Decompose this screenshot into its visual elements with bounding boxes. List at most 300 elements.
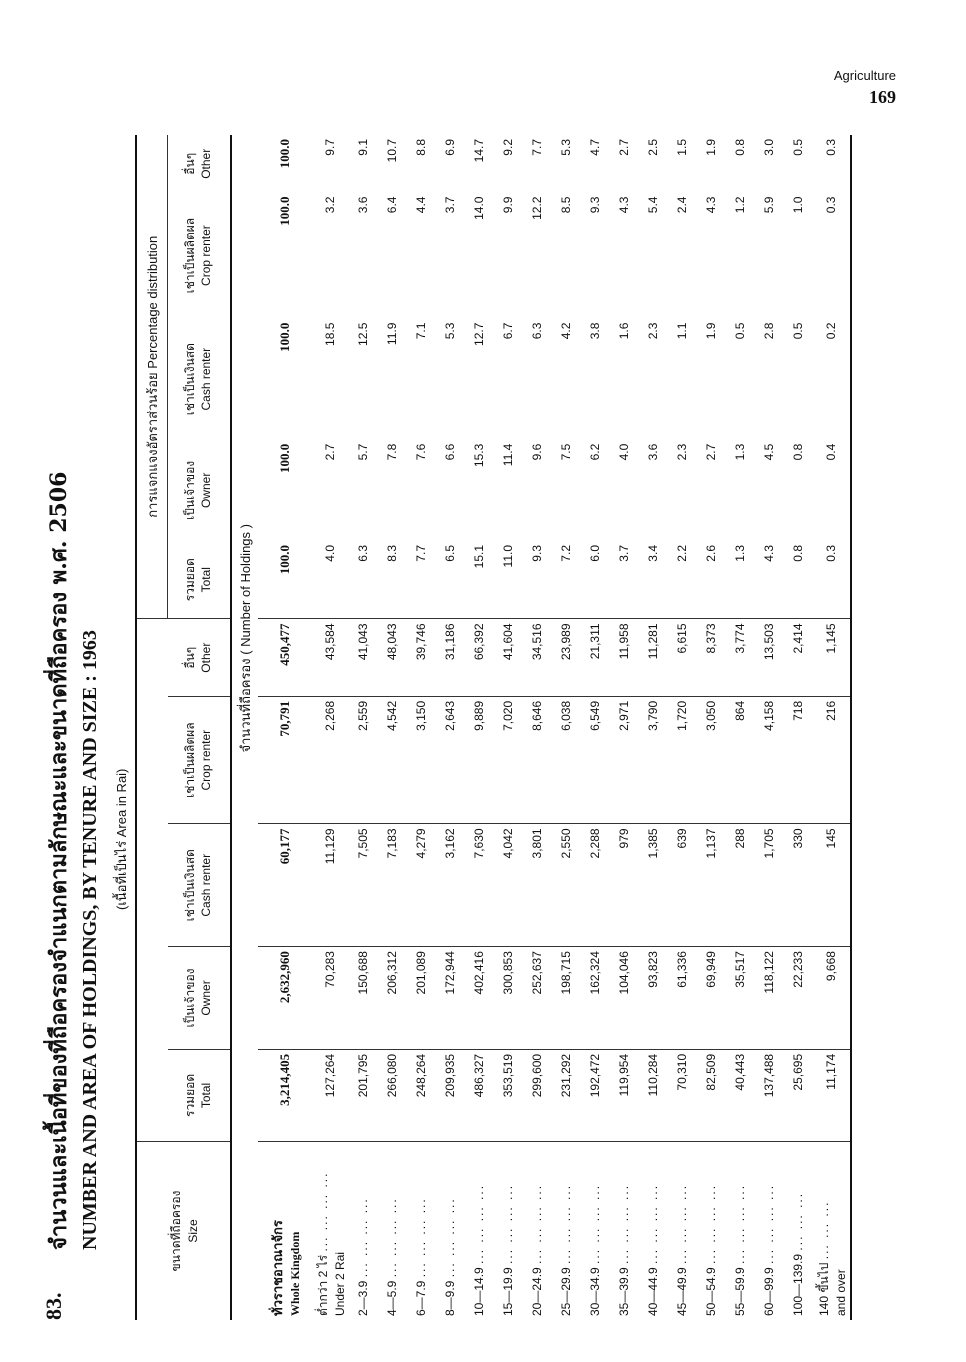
count-cell: 2,971 (609, 696, 638, 824)
count-cell: 639 (667, 824, 696, 947)
table-row (551, 135, 580, 1320)
percent-cell: 9.7 (323, 139, 337, 156)
size-label-thai: 45—49.9 (674, 1267, 689, 1316)
count-cell: 248,264 (406, 1049, 435, 1141)
percent-cell: 3.4 (638, 541, 667, 619)
pct-header-0 (168, 541, 232, 619)
header-group-row (136, 135, 168, 1320)
size-label-thai: 140 ขึ้นไป (816, 1262, 831, 1316)
percent-cell: 5.3 (442, 322, 457, 340)
leader-dots: ... ... ... ... (645, 1183, 660, 1264)
percent-cell: 5.4 (645, 196, 660, 214)
size-cell (258, 1142, 312, 1321)
pct-header-thai: เช่าเป็นเงินสด (183, 343, 198, 416)
leader-dots: ... ... ... ... (616, 1183, 631, 1264)
table-row (783, 135, 812, 1320)
size-cell (406, 1142, 435, 1321)
percent-cell: 6.3 (529, 322, 544, 340)
percent-cell: 7.7 (406, 541, 435, 619)
count-cell: 39,746 (406, 619, 435, 696)
percent-cell: 14.7 (471, 139, 486, 163)
percent-cell: 1.3 (732, 443, 747, 461)
count-cell: 3,790 (638, 696, 667, 824)
count-cell: 864 (725, 696, 754, 824)
size-cell (783, 1142, 812, 1321)
percent-cell: 6.9 (442, 139, 457, 156)
percent-cell: 100.0 (277, 139, 292, 169)
number-of-holdings-label: จำนวนที่ถือครอง ( Number of Holdings ) (237, 524, 253, 753)
count-cell: 216 (812, 696, 851, 824)
size-label-english: Whole Kingdom (288, 1231, 302, 1316)
size-cell (580, 1142, 609, 1321)
percent-cell: 2.8 (761, 322, 776, 340)
count-cell: 66,392 (464, 619, 493, 696)
count-cell: 7,630 (464, 824, 493, 947)
total-row (258, 135, 312, 1320)
percent-cell: 4.3 (703, 196, 718, 214)
count-cell: 150,688 (348, 947, 377, 1050)
count-cell: 6,038 (551, 696, 580, 824)
count-cell: 4,542 (377, 696, 406, 824)
leader-dots: ... ... ... ... (761, 1183, 776, 1264)
count-cell: 8,646 (522, 696, 551, 824)
size-label-thai: 50—54.9 (703, 1267, 718, 1316)
percent-cell: 3.6 (355, 196, 370, 214)
table-row (812, 135, 851, 1320)
count-cell: 201,795 (348, 1049, 377, 1141)
count-cell: 2,559 (348, 696, 377, 824)
count-header-2 (168, 824, 232, 947)
size-cell (464, 1142, 493, 1321)
size-cell (522, 1142, 551, 1321)
count-cell: 718 (783, 696, 812, 824)
count-cell: 7,505 (348, 824, 377, 947)
count-cell: 11,174 (812, 1049, 851, 1141)
percent-cell: 15.1 (464, 541, 493, 619)
count-cell: 82,509 (696, 1049, 725, 1141)
count-cell: 34,516 (522, 619, 551, 696)
percent-cell: 12.5 (355, 322, 370, 346)
size-label-thai: 15—19.9 (500, 1267, 515, 1316)
count-cell: 93,823 (638, 947, 667, 1050)
count-cell: 162,324 (580, 947, 609, 1050)
pct-header-thai: เช่าเป็นผลิตผล (183, 217, 198, 294)
percent-cell: 7.5 (558, 443, 573, 461)
count-header-3 (168, 696, 232, 824)
count-cell: 450,477 (258, 619, 312, 696)
percent-cell: 6.6 (442, 443, 457, 461)
size-label-thai: 8—9.9 (442, 1280, 457, 1316)
count-cell: 48,043 (377, 619, 406, 696)
size-label-thai: 20—24.9 (529, 1267, 544, 1316)
count-cell: 22,233 (783, 947, 812, 1050)
pct-header-english: Crop renter (199, 225, 213, 286)
table-row (725, 135, 754, 1320)
table-row (493, 135, 522, 1320)
pct-header-english: Cash renter (199, 347, 213, 411)
count-cell: 1,385 (638, 824, 667, 947)
percent-cell: 0.5 (790, 322, 805, 340)
count-header-thai: เช่าเป็นเงินสด (183, 849, 198, 922)
count-cell: 192,472 (580, 1049, 609, 1141)
count-cell: 300,853 (493, 947, 522, 1050)
percent-cell: 9.1 (355, 139, 370, 156)
percent-cell: 0.3 (812, 135, 851, 193)
count-cell: 9,668 (812, 947, 851, 1050)
percent-cell: 0.5 (732, 322, 747, 340)
percent-cell: 100.0 (277, 196, 292, 226)
table-row (377, 135, 406, 1320)
percent-cell: 9.2 (500, 139, 515, 156)
count-header-thai: รวมยอด (183, 1073, 198, 1117)
size-label-english: and over (833, 1269, 848, 1316)
size-cell (667, 1142, 696, 1321)
percent-cell: 2.6 (696, 541, 725, 619)
count-header-thai: อื่นๆ (183, 646, 198, 669)
percent-cell: 4.0 (616, 443, 631, 461)
count-cell: 3,214,405 (258, 1049, 312, 1141)
count-cell: 11,958 (609, 619, 638, 696)
table-row (435, 135, 464, 1320)
percent-cell: 7.7 (529, 139, 544, 156)
table-row (312, 135, 348, 1320)
size-cell (609, 1142, 638, 1321)
count-cell: 40,443 (725, 1049, 754, 1141)
count-cell: 206,312 (377, 947, 406, 1050)
count-header-english: Total (198, 1082, 213, 1109)
pct-header-english: Other (199, 148, 213, 179)
percent-cell: 2.7 (323, 443, 337, 461)
count-header-english: Crop renter (198, 729, 213, 791)
percent-cell: 4.3 (616, 196, 631, 214)
count-cell: 23,989 (551, 619, 580, 696)
percent-cell: 11.4 (500, 443, 515, 467)
percent-cell: 15.3 (471, 443, 486, 468)
percent-cell: 4.5 (761, 443, 776, 461)
count-cell: 35,517 (725, 947, 754, 1050)
pct-header-4 (168, 135, 232, 193)
count-cell: 41,043 (348, 619, 377, 696)
count-cell: 11,129 (312, 824, 348, 947)
size-cell (812, 1142, 851, 1321)
table-row (696, 135, 725, 1320)
percent-cell: 2.3 (645, 322, 660, 340)
size-label-thai: ทั่วราชอาณาจักร (270, 1220, 285, 1316)
count-cell: 209,935 (435, 1049, 464, 1141)
percent-cell: 9.3 (522, 541, 551, 619)
percent-cell: 0.2 (812, 319, 851, 440)
count-cell: 70,791 (258, 696, 312, 824)
unit-note: (เนื้อที่เป็นไร่ Area in Rai) (114, 768, 129, 910)
page-header (834, 68, 896, 108)
pct-header-english: Owner (199, 472, 213, 509)
count-cell: 353,519 (493, 1049, 522, 1141)
percent-cell: 7.8 (384, 443, 399, 461)
count-cell: 145 (812, 824, 851, 947)
count-header-english: Cash renter (198, 853, 213, 917)
leader-dots: ... ... ... ... (413, 1197, 428, 1278)
percent-cell: 6.2 (587, 443, 602, 461)
percent-cell: 10.7 (384, 139, 399, 163)
percent-cell: 4.4 (413, 196, 428, 214)
count-cell: 198,715 (551, 947, 580, 1050)
size-label-thai: 2—3.9 (355, 1280, 370, 1316)
count-cell: 70,310 (667, 1049, 696, 1141)
percent-cell: 7.2 (551, 541, 580, 619)
leader-dots: ... ... ... ... (442, 1197, 457, 1278)
count-cell: 3,150 (406, 696, 435, 824)
size-label-thai: 30—34.9 (587, 1267, 602, 1316)
percent-cell: 6.0 (580, 541, 609, 619)
percent-cell: 5.9 (761, 196, 776, 214)
percent-cell: 8.5 (558, 196, 573, 214)
table-row (406, 135, 435, 1320)
leader-dots: ... ... ... ... (384, 1197, 399, 1278)
count-cell: 1,145 (812, 619, 851, 696)
count-cell: 201,089 (406, 947, 435, 1050)
count-cell: 137,488 (754, 1049, 783, 1141)
percent-cell: 6.3 (348, 541, 377, 619)
count-cell: 31,186 (435, 619, 464, 696)
table-row (522, 135, 551, 1320)
rotated-table-page (35, 135, 875, 1320)
size-label-english: Under 2 Rai (332, 1251, 347, 1316)
count-cell: 1,705 (754, 824, 783, 947)
size-label-thai: 4—5.9 (384, 1280, 399, 1316)
title-english: NUMBER AND AREA OF HOLDINGS, BY TENURE AND SIZE : 1963 (79, 630, 101, 1250)
count-cell: 21,311 (580, 619, 609, 696)
holdings-table (135, 135, 852, 1320)
section-name: Agriculture (833, 68, 896, 83)
size-label-thai: 35—39.9 (616, 1267, 631, 1316)
page-number: 169 (869, 87, 896, 107)
percent-cell: 6.5 (435, 541, 464, 619)
percent-cell: 9.3 (587, 196, 602, 214)
count-cell: 6,549 (580, 696, 609, 824)
size-label-thai: 25—29.9 (558, 1267, 573, 1316)
size-cell (725, 1142, 754, 1321)
percent-cell: 4.2 (558, 322, 573, 340)
percent-cell: 8.8 (413, 139, 428, 156)
count-cell: 60,177 (258, 824, 312, 947)
count-cell: 2,268 (312, 696, 348, 824)
percent-cell: 2.7 (616, 139, 631, 156)
percent-cell: 5.7 (355, 443, 370, 461)
count-cell: 7,183 (377, 824, 406, 947)
percent-cell: 2.2 (667, 541, 696, 619)
percent-cell: 3.2 (323, 196, 337, 214)
count-cell: 2,643 (435, 696, 464, 824)
percent-cell: 1.0 (790, 196, 805, 214)
percent-cell: 3.7 (442, 196, 457, 214)
pct-header-1 (168, 440, 232, 541)
count-cell: 69,949 (696, 947, 725, 1050)
count-cell: 2,632,960 (258, 947, 312, 1050)
percent-cell: 12.7 (471, 322, 486, 346)
pct-header-thai: รวมยอด (183, 558, 198, 602)
percent-cell: 9.9 (500, 196, 515, 214)
count-header-thai: เช่าเป็นผลิตผล (183, 722, 198, 798)
count-cell: 2,414 (783, 619, 812, 696)
table-row (754, 135, 783, 1320)
size-label-thai: 60—99.9 (761, 1267, 776, 1316)
count-cell: 288 (725, 824, 754, 947)
percent-cell: 18.5 (323, 322, 337, 346)
table-number: 83. (41, 1292, 66, 1320)
size-cell (754, 1142, 783, 1321)
count-cell: 4,042 (493, 824, 522, 947)
count-cell: 6,615 (667, 619, 696, 696)
percent-cell: 14.0 (471, 196, 486, 220)
size-cell (638, 1142, 667, 1321)
count-cell: 7,020 (493, 696, 522, 824)
pct-header-2 (168, 319, 232, 440)
count-cell: 110,284 (638, 1049, 667, 1141)
leader-dots: ... ... ... ... (500, 1183, 515, 1264)
table-row (580, 135, 609, 1320)
leader-dots: ... ... ... ... (703, 1183, 718, 1264)
size-label-thai: 100—139.9 (790, 1253, 805, 1316)
count-cell: 61,336 (667, 947, 696, 1050)
count-header-english: Other (198, 642, 213, 673)
count-cell: 3,162 (435, 824, 464, 947)
count-header-english: Owner (198, 980, 213, 1016)
count-cell: 4,158 (754, 696, 783, 824)
percent-cell: 0.8 (783, 541, 812, 619)
leader-dots: ... ... ... ... (587, 1183, 602, 1264)
leader-dots: ... ... ... ... (732, 1183, 747, 1264)
table-row (348, 135, 377, 1320)
percent-cell: 1.6 (616, 322, 631, 340)
table-row (667, 135, 696, 1320)
count-cell: 104,046 (609, 947, 638, 1050)
percent-cell: 7.6 (413, 443, 428, 461)
percent-cell: 7.1 (413, 322, 428, 340)
pct-header-english: Total (199, 567, 213, 593)
leader-dots: ... ... ... ... (529, 1183, 544, 1264)
count-header-1 (168, 947, 232, 1050)
leader-dots: ... ... ... ... (355, 1197, 370, 1278)
count-cell: 299,600 (522, 1049, 551, 1141)
leader-dots: ... ... ... ... (471, 1183, 486, 1264)
count-cell: 1,137 (696, 824, 725, 947)
count-cell: 119,954 (609, 1049, 638, 1141)
percent-cell: 0.8 (790, 443, 805, 461)
count-cell: 231,292 (551, 1049, 580, 1141)
leader-dots: ... ... ... ... (315, 1171, 330, 1252)
size-label-thai: ต่ำกว่า 2 ไร่ (315, 1254, 330, 1316)
size-label-thai: 6—7.9 (413, 1280, 428, 1316)
count-cell: 486,327 (464, 1049, 493, 1141)
count-cell: 1,720 (667, 696, 696, 824)
percent-cell: 1.3 (725, 541, 754, 619)
size-cell (312, 1142, 348, 1321)
leader-dots: ... ... ... ... (558, 1183, 573, 1264)
table-row (609, 135, 638, 1320)
title-thai: จำนวนและเนื้อที่ของที่ถือครองจำแนกตามลักษณะและขนาดที่ถือครอง พ.ศ. 2506 (46, 471, 72, 1250)
percent-cell: 100.0 (277, 322, 292, 352)
percent-cell: 4.0 (312, 541, 348, 619)
percent-cell: 11.0 (493, 541, 522, 619)
percent-cell: 0.3 (812, 193, 851, 319)
leader-dots: ... ... ... (816, 1200, 831, 1260)
percent-cell: 3.6 (645, 443, 660, 461)
subheader-spacer (231, 1142, 258, 1321)
count-cell: 13,503 (754, 619, 783, 696)
count-cell: 11,281 (638, 619, 667, 696)
size-cell (377, 1142, 406, 1321)
percent-cell: 6.7 (500, 322, 515, 340)
count-cell: 979 (609, 824, 638, 947)
percent-cell: 1.1 (674, 322, 689, 340)
pct-header-thai: เป็นเจ้าของ (183, 460, 198, 520)
subheader-row (231, 135, 258, 1320)
percent-cell: 8.3 (377, 541, 406, 619)
count-cell: 252,637 (522, 947, 551, 1050)
size-header-thai: ขนาดที่ถือครอง (169, 1190, 183, 1272)
percent-cell: 2.7 (703, 443, 718, 461)
percent-cell: 5.3 (558, 139, 573, 156)
percent-cell: 9.6 (529, 443, 544, 461)
percent-cell: 2.3 (674, 443, 689, 461)
count-cell: 8,373 (696, 619, 725, 696)
percent-cell: 100.0 (258, 541, 312, 619)
leader-dots: ... ... ... ... (674, 1183, 689, 1264)
count-cell: 330 (783, 824, 812, 947)
percent-cell: 1.9 (703, 322, 718, 340)
percent-cell: 11.9 (384, 322, 399, 346)
count-cell: 3,801 (522, 824, 551, 947)
count-cell: 25,695 (783, 1049, 812, 1141)
percentage-group-header: การแจกแจงอัตราส่วนร้อย Percentage distribution (136, 135, 168, 619)
pct-header-thai: อื่นๆ (183, 152, 198, 175)
percent-cell: 0.8 (732, 139, 747, 156)
percent-cell: 1.2 (732, 196, 747, 214)
percent-cell: 0.4 (812, 440, 851, 541)
count-cell: 402,416 (464, 947, 493, 1050)
count-cell: 41,604 (493, 619, 522, 696)
percent-cell: 0.3 (812, 541, 851, 619)
size-cell (348, 1142, 377, 1321)
count-cell: 3,774 (725, 619, 754, 696)
percent-cell: 4.3 (754, 541, 783, 619)
table-row (464, 135, 493, 1320)
count-cell: 70,283 (312, 947, 348, 1050)
percent-cell: 100.0 (277, 443, 292, 473)
size-label-thai: 10—14.9 (471, 1267, 486, 1316)
size-label-thai: 55—59.9 (732, 1267, 747, 1316)
percent-cell: 2.5 (645, 139, 660, 156)
count-header-thai: เป็นเจ้าของ (183, 968, 198, 1028)
count-cell: 43,584 (312, 619, 348, 696)
count-cell: 2,550 (551, 824, 580, 947)
size-header (136, 1142, 231, 1321)
size-cell (493, 1142, 522, 1321)
percent-cell: 1.9 (703, 139, 718, 156)
percent-cell: 3.7 (609, 541, 638, 619)
size-label-thai: 40—44.9 (645, 1267, 660, 1316)
table-row (638, 135, 667, 1320)
pct-header-3 (168, 193, 232, 319)
count-cell: 4,279 (406, 824, 435, 947)
count-header-4 (168, 619, 232, 696)
table-body (231, 135, 851, 1320)
percent-cell: 3.8 (587, 322, 602, 340)
percent-cell: 1.5 (674, 139, 689, 156)
percent-cell: 2.4 (674, 196, 689, 214)
count-group-header (136, 619, 168, 1142)
count-cell: 2,288 (580, 824, 609, 947)
